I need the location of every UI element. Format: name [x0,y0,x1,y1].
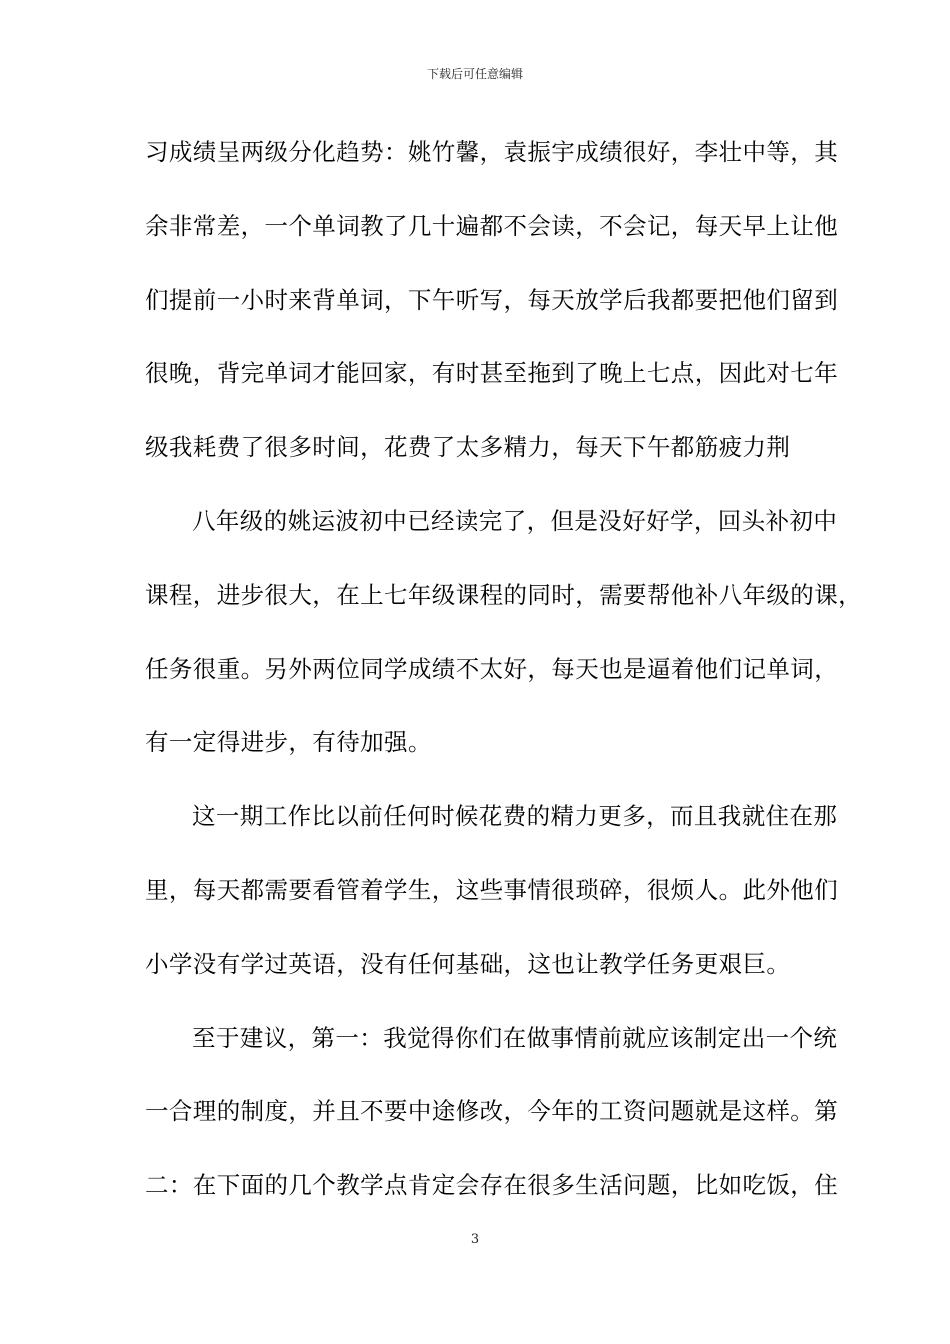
text-line: 习成绩呈两级分化趋势：姚竹馨，袁振宇成绩很好，李壮中等，其 [145,138,839,166]
page-number: 3 [470,1232,480,1247]
text-line: 课程，进步很大，在上七年级课程的同时，需要帮他补八年级的课， [145,580,862,609]
text-line: 余非常差，一个单词教了几十遍都不会读，不会记，每天早上让他 [145,211,839,240]
page-header: 下载后可任意编辑 [426,67,523,81]
paragraph-start-line: 这一期工作比以前任何时候花费的精力更多，而且我就住在那 [192,802,838,831]
text-line: 小学没有学过英语，没有任何基础，这也让教学任务更艰巨。 [145,949,791,978]
text-line: 们提前一小时来背单词，下午听写，每天放学后我都要把他们留到 [145,285,839,314]
text-line: 一合理的制度，并且不要中途修改，今年的工资问题就是这样。第 [145,1097,839,1126]
text-line: 二：在下面的几个教学点肯定会存在很多生活问题，比如吃饭，住 [145,1171,839,1200]
body-text [145,130,862,1237]
paragraph-start-line: 至于建议，第一：我觉得你们在做事情前就应该制定出一个统 [192,1023,838,1052]
text-line: 很晚，背完单词才能回家，有时甚至拖到了晚上七点，因此对七年 [145,359,839,388]
text-line: 任务很重。另外两位同学成绩不太好，每天也是逼着他们记单词， [145,654,839,683]
paragraph-start-line: 八年级的姚运波初中已经读完了，但是没好好学，回头补初中 [192,506,838,535]
text-line: 里，每天都需要看管着学生，这些事情很琐碎，很烦人。此外他们 [145,875,839,904]
text-line: 级我耗费了很多时间，花费了太多精力，每天下午都筋疲力荆 [145,433,791,462]
text-line: 有一定得进步，有待加强。 [145,728,432,757]
